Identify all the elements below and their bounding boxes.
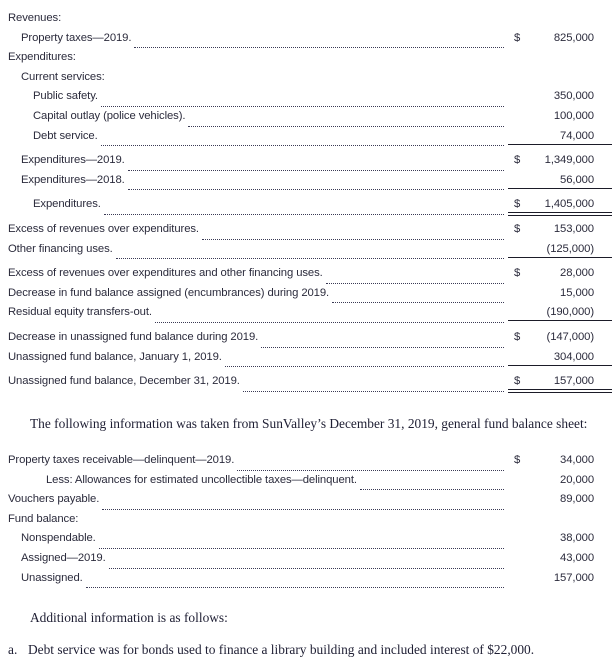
statement-row-amount bbox=[508, 130, 612, 142]
statement-row-label: Expenditures: bbox=[8, 51, 76, 64]
balance-sheet-row-amount bbox=[508, 572, 612, 584]
balance-sheet-row-value: 34,000 bbox=[560, 454, 594, 467]
dot-leader bbox=[332, 302, 504, 303]
balance-sheet-row bbox=[0, 572, 612, 592]
balance-sheet-row bbox=[0, 532, 612, 552]
statement-row-amount bbox=[508, 331, 612, 343]
section-spacer-2 bbox=[0, 432, 612, 454]
dot-leader bbox=[202, 239, 504, 240]
list-item-text: Debt service was for bonds used to finance a library building and included interest of $22,000. bbox=[28, 641, 535, 657]
statement-row-value: 28,000 bbox=[560, 267, 594, 280]
statement-row-value: 1,405,000 bbox=[544, 198, 594, 211]
statement-row bbox=[0, 90, 612, 110]
statement-row bbox=[0, 267, 612, 287]
statement-row-value: (190,000) bbox=[546, 306, 594, 319]
statement-row bbox=[0, 51, 612, 71]
statement-row bbox=[0, 375, 612, 395]
statement-row bbox=[0, 351, 612, 371]
additional-info-item bbox=[0, 641, 612, 658]
balance-sheet-row-value: 38,000 bbox=[560, 532, 594, 545]
currency-symbol: $ bbox=[514, 198, 521, 211]
statement-row bbox=[0, 223, 612, 243]
top-spacer bbox=[0, 0, 612, 12]
statement-row-label: Expenditures—2018. bbox=[21, 173, 125, 186]
balance-sheet-row-label: Less: Allowances for estimated uncollectible taxes—delinquent. bbox=[46, 473, 357, 486]
dot-leader bbox=[128, 189, 504, 190]
balance-sheet-row-amount bbox=[508, 474, 612, 486]
statement-row-amount bbox=[508, 287, 612, 299]
statement-row-amount bbox=[508, 243, 612, 255]
balance-sheet-row-label: Property taxes receivable—delinquent—2019. bbox=[8, 454, 235, 467]
statement-row-label: Excess of revenues over expenditures. bbox=[8, 222, 199, 235]
dot-leader bbox=[225, 366, 504, 367]
statement-row-value: (125,000) bbox=[546, 242, 594, 255]
dot-leader bbox=[86, 587, 504, 588]
statement-row-value: (147,000) bbox=[546, 330, 594, 343]
statement-row-amount bbox=[508, 90, 612, 102]
statement-row-value: 304,000 bbox=[553, 350, 594, 363]
statement-row-value: 15,000 bbox=[560, 286, 594, 299]
dot-leader bbox=[101, 106, 504, 107]
statement-row-value: 157,000 bbox=[553, 375, 594, 388]
statement-row-value: 100,000 bbox=[553, 109, 594, 122]
currency-symbol: $ bbox=[514, 222, 521, 235]
statement-row bbox=[0, 110, 612, 130]
statement-row-label: Unassigned fund balance, December 31, 2019. bbox=[8, 375, 240, 388]
statement-row-label: Public safety. bbox=[33, 90, 98, 103]
statement-row bbox=[0, 12, 612, 32]
currency-symbol: $ bbox=[514, 267, 521, 280]
statement-row bbox=[0, 287, 612, 307]
balance-sheet-row-label: Vouchers payable. bbox=[8, 493, 100, 506]
balance-sheet-row-value: 43,000 bbox=[560, 552, 594, 565]
currency-symbol: $ bbox=[514, 31, 521, 44]
dot-leader bbox=[116, 258, 504, 259]
statement-row bbox=[0, 32, 612, 52]
dot-leader bbox=[243, 391, 504, 392]
dot-leader bbox=[64, 28, 504, 29]
additional-info-heading: Additional information is as follows: bbox=[30, 610, 228, 626]
balance-sheet-row-value: 20,000 bbox=[560, 473, 594, 486]
statement-row bbox=[0, 331, 612, 351]
statement-row-value: 350,000 bbox=[553, 90, 594, 103]
statement-row-label: Expenditures—2019. bbox=[21, 154, 125, 167]
additional-info-list bbox=[0, 641, 612, 658]
balance-sheet-row-label: Assigned—2019. bbox=[21, 552, 106, 565]
currency-symbol: $ bbox=[514, 330, 521, 343]
statement-row bbox=[0, 306, 612, 326]
statement-row bbox=[0, 243, 612, 263]
balance-sheet-row-label: Nonspendable. bbox=[21, 532, 96, 545]
balance-sheet-row-label: Fund balance: bbox=[8, 512, 79, 525]
currency-symbol: $ bbox=[514, 154, 521, 167]
statement-row-amount bbox=[508, 375, 612, 387]
dot-leader bbox=[237, 470, 504, 471]
balance-sheet-extract bbox=[0, 454, 612, 591]
dot-leader bbox=[104, 214, 504, 215]
dot-leader bbox=[108, 86, 504, 87]
dot-leader bbox=[155, 322, 504, 323]
statement-row-label: Unassigned fund balance, January 1, 2019. bbox=[8, 350, 222, 363]
dot-leader bbox=[79, 67, 504, 68]
statement-row-value: 153,000 bbox=[553, 222, 594, 235]
statement-row bbox=[0, 71, 612, 91]
statement-row-label: Capital outlay (police vehicles). bbox=[33, 109, 186, 122]
statement-row-label: Property taxes—2019. bbox=[21, 31, 132, 44]
balance-sheet-row-value: 89,000 bbox=[560, 493, 594, 506]
statement-row-amount bbox=[508, 223, 612, 235]
balance-sheet-row bbox=[0, 493, 612, 513]
balance-sheet-row bbox=[0, 474, 612, 494]
statement-row-value: 74,000 bbox=[560, 129, 594, 142]
balance-sheet-row bbox=[0, 552, 612, 572]
balance-sheet-row-amount bbox=[508, 532, 612, 544]
balance-sheet-row bbox=[0, 454, 612, 474]
statement-row-label: Excess of revenues over expenditures and other financing uses. bbox=[8, 267, 323, 280]
balance-sheet-row-amount bbox=[508, 552, 612, 564]
dot-leader bbox=[261, 347, 504, 348]
statement-row-amount bbox=[508, 32, 612, 44]
statement-row-amount bbox=[508, 267, 612, 279]
statement-row bbox=[0, 130, 612, 150]
dot-leader bbox=[134, 47, 504, 48]
currency-symbol: $ bbox=[514, 375, 521, 388]
statement-row-amount bbox=[508, 198, 612, 210]
dot-leader bbox=[360, 489, 504, 490]
section-spacer-3 bbox=[0, 591, 612, 609]
balance-sheet-row bbox=[0, 513, 612, 533]
statement-row-label: Revenues: bbox=[8, 12, 62, 24]
statement-row-value: 56,000 bbox=[560, 173, 594, 186]
statement-row-label: Expenditures. bbox=[33, 198, 101, 211]
statement-row bbox=[0, 198, 612, 218]
currency-symbol: $ bbox=[514, 454, 521, 467]
statement-row-amount bbox=[508, 174, 612, 186]
statement-row-value: 1,349,000 bbox=[544, 154, 594, 167]
statement-row-amount bbox=[508, 306, 612, 318]
dot-leader bbox=[326, 283, 504, 284]
dot-leader bbox=[81, 528, 504, 529]
statement-row bbox=[0, 174, 612, 194]
statement-row-label: Decrease in unassigned fund balance during 2019. bbox=[8, 330, 259, 343]
balance-sheet-row-label: Unassigned. bbox=[21, 571, 83, 584]
statement-row-amount bbox=[508, 110, 612, 122]
balance-sheet-row-value: 157,000 bbox=[553, 571, 594, 584]
statement-row-label: Decrease in fund balance assigned (encumbrances) during 2019. bbox=[8, 286, 330, 299]
dot-leader bbox=[101, 145, 504, 146]
statement-row-amount bbox=[508, 154, 612, 166]
section-spacer-1 bbox=[0, 395, 612, 415]
list-marker: a. bbox=[8, 641, 18, 657]
statement-row-value: 825,000 bbox=[553, 31, 594, 44]
statement-row-label: Residual equity transfers-out. bbox=[8, 306, 152, 319]
statement-row-label: Current services: bbox=[21, 70, 105, 83]
section-spacer-4 bbox=[0, 627, 612, 641]
statement-row-label: Debt service. bbox=[33, 129, 98, 142]
statement-row-amount bbox=[508, 351, 612, 363]
dot-leader bbox=[99, 548, 504, 549]
dot-leader bbox=[188, 126, 504, 127]
fund-operating-statement bbox=[0, 12, 612, 395]
dot-leader bbox=[109, 568, 504, 569]
balance-sheet-row-amount bbox=[508, 493, 612, 505]
balance-sheet-row-amount bbox=[508, 454, 612, 466]
statement-row bbox=[0, 154, 612, 174]
intro-paragraph: The following information was taken from SunValley’s December 31, 2019, general fund balance sheet: bbox=[30, 415, 588, 431]
dot-leader bbox=[128, 170, 504, 171]
statement-row-label: Other financing uses. bbox=[8, 242, 113, 255]
dot-leader bbox=[102, 509, 504, 510]
